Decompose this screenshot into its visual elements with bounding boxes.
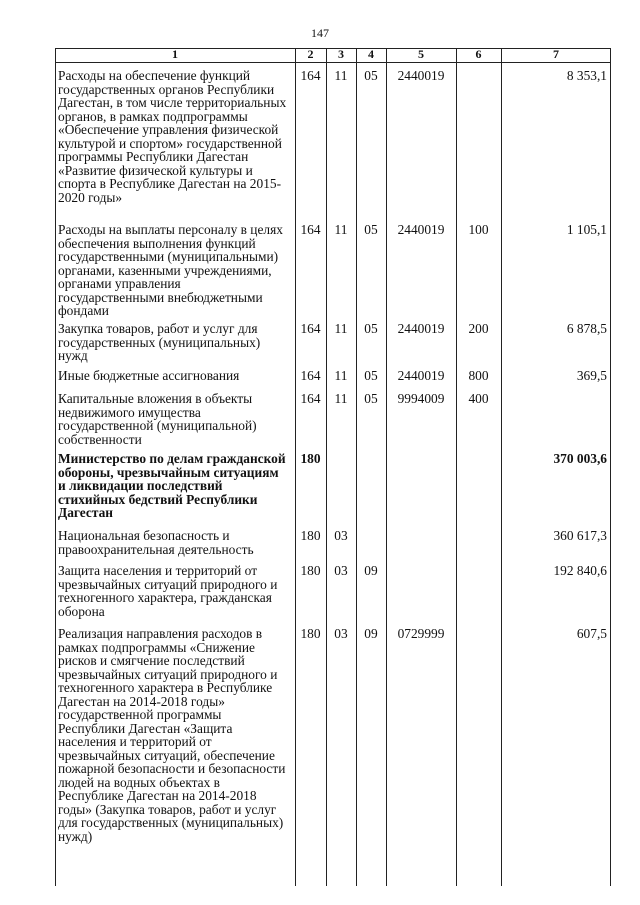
row-col-4: 09 — [364, 626, 378, 641]
row-col-7: 1 105,1 — [566, 222, 607, 237]
row-col-5: 2440019 — [397, 321, 445, 336]
col-border-4 — [386, 48, 387, 886]
row-name: Расходы на обеспечение функций государственных органов Республики Дагестан, в том числе территориальных органов, в рамках подпрограммы «Обеспечение управления физической культурой и спортом» государственной программы Республики Дагестан «Развитие физической культуры и спорта в Республике Дагестан на 2015-2020 годы» — [58, 68, 287, 205]
row-name: Реализация направления расходов в рамках подпрограммы «Снижение рисков и смягчение последствий чрезвычайных ситуаций природного и техногенного характера в Республике Дагестан на 2014-2018 годы» государственной программы Республики Дагестан «Защита населения и территорий от чрезвычайных ситуаций, обеспечение пожарной безопасности и безопасности людей на водных объектах в Республике Дагестан на 2014-2018 годы» (Закупка товаров, работ и услуг для государственных (муниципальных) нужд) — [58, 626, 286, 844]
col-border-2 — [326, 48, 327, 886]
row-col-6: 800 — [468, 368, 489, 383]
row-col-4: 05 — [364, 68, 378, 83]
row-col-3: 11 — [334, 391, 348, 406]
row-col-7: 370 003,6 — [553, 451, 607, 466]
row-col-7: 360 617,3 — [553, 528, 607, 543]
row-name: Капитальные вложения в объекты недвижимого имущества государственной (муниципальной) собственности — [58, 391, 257, 447]
row-col-6: 400 — [468, 391, 489, 406]
row-col-4: 05 — [364, 391, 378, 406]
row-col-3: 03 — [334, 528, 348, 543]
row-name: Расходы на выплаты персоналу в целях обеспечения выполнения функций государственными (муниципальными) органами, казенными учреждениями, органами управления государственными внебюджетными фондами — [58, 222, 283, 318]
row-col-6: 200 — [468, 321, 489, 336]
row-col-3: 11 — [334, 68, 348, 83]
row-col-5: 2440019 — [397, 222, 445, 237]
row-col-2: 164 — [300, 391, 321, 406]
row-col-5: 2440019 — [397, 68, 445, 83]
row-col-5: 2440019 — [397, 368, 445, 383]
header-col-6: 6 — [475, 47, 482, 61]
header-col-7: 7 — [553, 47, 559, 61]
row-col-2: 180 — [300, 528, 321, 543]
row-col-3: 03 — [334, 563, 348, 578]
row-col-4: 05 — [364, 368, 378, 383]
row-col-4: 09 — [364, 563, 378, 578]
row-name: Национальная безопасность и правоохранительная деятельность — [58, 528, 254, 557]
row-col-2: 180 — [300, 626, 321, 641]
row-col-3: 11 — [334, 321, 348, 336]
row-col-7: 192 840,6 — [553, 563, 607, 578]
header-col-3: 3 — [338, 47, 344, 61]
header-col-5: 5 — [418, 47, 424, 61]
header-col-4: 4 — [368, 47, 374, 61]
row-col-6: 100 — [468, 222, 489, 237]
row-col-4: 05 — [364, 222, 378, 237]
row-name: Иные бюджетные ассигнования — [58, 368, 240, 383]
col-border-1 — [295, 48, 296, 886]
row-col-4: 05 — [364, 321, 378, 336]
row-col-2: 164 — [300, 321, 321, 336]
row-col-5: 9994009 — [397, 391, 445, 406]
row-col-7: 607,5 — [576, 626, 607, 641]
row-col-2: 180 — [300, 563, 321, 578]
row-col-3: 11 — [334, 222, 348, 237]
row-col-7: 6 878,5 — [566, 321, 607, 336]
page-number: 147 — [311, 26, 329, 40]
header-col-1: 1 — [172, 47, 178, 61]
col-border-7 — [610, 48, 611, 886]
row-name: Министерство по делам гражданской обороны, чрезвычайным ситуациям и ликвидации последствий стихийных бедствий Республики Дагестан — [58, 451, 286, 520]
row-col-3: 11 — [334, 368, 348, 383]
row-col-3: 03 — [334, 626, 348, 641]
header-bottom-border — [55, 62, 611, 63]
row-col-5: 0729999 — [397, 626, 445, 641]
row-name: Закупка товаров, работ и услуг для государственных (муниципальных) нужд — [58, 321, 261, 363]
row-col-7: 369,5 — [576, 368, 607, 383]
row-name: Защита населения и территорий от чрезвычайных ситуаций природного и техногенного характера, гражданская оборона — [58, 563, 278, 619]
row-col-2: 164 — [300, 68, 321, 83]
header-col-2: 2 — [307, 47, 314, 61]
row-col-2: 180 — [300, 451, 321, 466]
budget-table — [55, 48, 611, 886]
col-border-5 — [456, 48, 457, 886]
row-col-2: 164 — [300, 368, 321, 383]
row-col-7: 8 353,1 — [566, 68, 607, 83]
col-border-3 — [356, 48, 357, 886]
row-col-2: 164 — [300, 222, 321, 237]
col-border-6 — [501, 48, 502, 886]
